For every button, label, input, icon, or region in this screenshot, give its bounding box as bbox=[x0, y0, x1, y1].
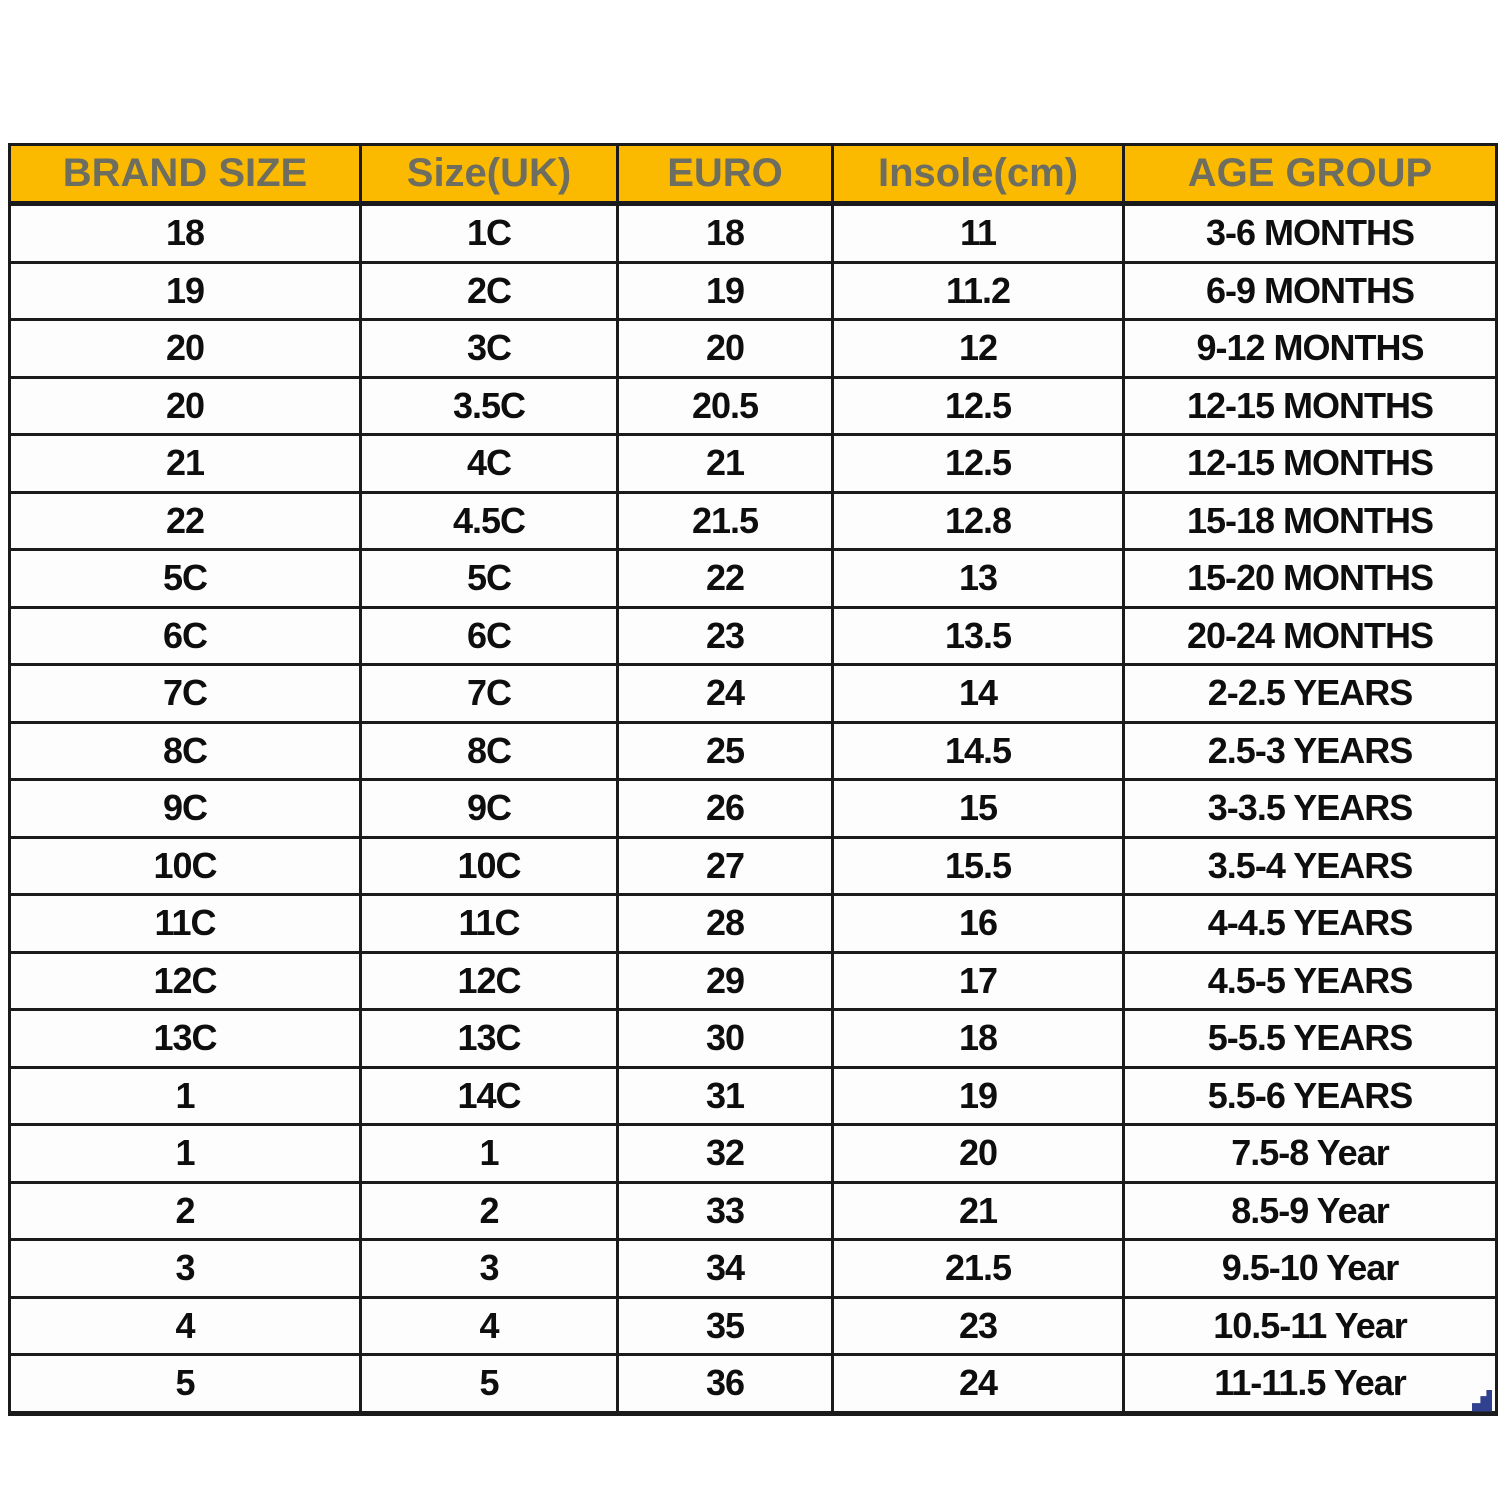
table-cell: 7C bbox=[361, 665, 618, 723]
table-cell: 12 bbox=[833, 320, 1124, 378]
table-row bbox=[10, 435, 1497, 493]
table-cell: 3.5-4 YEARS bbox=[1124, 837, 1497, 895]
table-cell: 2 bbox=[10, 1182, 361, 1240]
table-cell: 15 bbox=[833, 780, 1124, 838]
size-table-body bbox=[10, 204, 1497, 1414]
table-cell: 28 bbox=[618, 895, 833, 953]
table-cell: 13C bbox=[10, 1010, 361, 1068]
table-cell: 1 bbox=[10, 1125, 361, 1183]
table-cell: 14.5 bbox=[833, 722, 1124, 780]
table-cell: 21 bbox=[833, 1182, 1124, 1240]
table-cell: 20 bbox=[618, 320, 833, 378]
table-cell: 2.5-3 YEARS bbox=[1124, 722, 1497, 780]
table-cell: 5.5-6 YEARS bbox=[1124, 1067, 1497, 1125]
table-cell: 13 bbox=[833, 550, 1124, 608]
table-row bbox=[10, 204, 1497, 263]
table-cell: 1C bbox=[361, 204, 618, 263]
table-cell: 11C bbox=[361, 895, 618, 953]
table-cell: 7C bbox=[10, 665, 361, 723]
table-cell: 16 bbox=[833, 895, 1124, 953]
column-header-age-group: AGE GROUP bbox=[1124, 145, 1497, 204]
table-cell: 34 bbox=[618, 1240, 833, 1298]
table-cell: 11C bbox=[10, 895, 361, 953]
table-cell: 7.5-8 Year bbox=[1124, 1125, 1497, 1183]
table-cell: 14 bbox=[833, 665, 1124, 723]
table-cell: 10C bbox=[10, 837, 361, 895]
table-row bbox=[10, 665, 1497, 723]
table-cell: 4C bbox=[361, 435, 618, 493]
table-cell: 6C bbox=[10, 607, 361, 665]
table-cell: 10C bbox=[361, 837, 618, 895]
table-cell: 10.5-11 Year bbox=[1124, 1297, 1497, 1355]
table-cell: 23 bbox=[618, 607, 833, 665]
table-cell: 21.5 bbox=[618, 492, 833, 550]
table-cell: 29 bbox=[618, 952, 833, 1010]
table-cell: 3 bbox=[10, 1240, 361, 1298]
table-cell: 8C bbox=[10, 722, 361, 780]
table-cell: 12-15 MONTHS bbox=[1124, 377, 1497, 435]
table-cell: 35 bbox=[618, 1297, 833, 1355]
table-cell: 30 bbox=[618, 1010, 833, 1068]
table-cell: 20 bbox=[10, 320, 361, 378]
table-cell: 19 bbox=[10, 262, 361, 320]
table-cell: 14C bbox=[361, 1067, 618, 1125]
table-cell: 8.5-9 Year bbox=[1124, 1182, 1497, 1240]
table-row bbox=[10, 550, 1497, 608]
table-cell: 5 bbox=[10, 1355, 361, 1414]
table-cell: 5C bbox=[361, 550, 618, 608]
table-row bbox=[10, 1067, 1497, 1125]
table-row bbox=[10, 780, 1497, 838]
table-cell: 1 bbox=[10, 1067, 361, 1125]
table-cell: 4-4.5 YEARS bbox=[1124, 895, 1497, 953]
table-cell: 12-15 MONTHS bbox=[1124, 435, 1497, 493]
table-cell: 19 bbox=[833, 1067, 1124, 1125]
table-cell: 5 bbox=[361, 1355, 618, 1414]
table-cell: 15-18 MONTHS bbox=[1124, 492, 1497, 550]
table-cell: 9C bbox=[10, 780, 361, 838]
table-row bbox=[10, 607, 1497, 665]
table-cell: 19 bbox=[618, 262, 833, 320]
table-cell: 4 bbox=[361, 1297, 618, 1355]
table-header-row bbox=[10, 145, 1497, 204]
column-header-euro: EURO bbox=[618, 145, 833, 204]
table-row bbox=[10, 1182, 1497, 1240]
table-cell: 12C bbox=[10, 952, 361, 1010]
table-cell: 12.5 bbox=[833, 377, 1124, 435]
table-cell: 12C bbox=[361, 952, 618, 1010]
table-cell: 3-6 MONTHS bbox=[1124, 204, 1497, 263]
table-row bbox=[10, 262, 1497, 320]
table-row bbox=[10, 952, 1497, 1010]
table-cell: 2C bbox=[361, 262, 618, 320]
table-cell: 18 bbox=[618, 204, 833, 263]
table-cell: 27 bbox=[618, 837, 833, 895]
column-header-insole-cm: Insole(cm) bbox=[833, 145, 1124, 204]
table-row bbox=[10, 722, 1497, 780]
table-cell: 15-20 MONTHS bbox=[1124, 550, 1497, 608]
table-cell: 1 bbox=[361, 1125, 618, 1183]
table-row bbox=[10, 1297, 1497, 1355]
table-cell: 9C bbox=[361, 780, 618, 838]
table-cell: 21.5 bbox=[833, 1240, 1124, 1298]
table-cell: 6-9 MONTHS bbox=[1124, 262, 1497, 320]
table-row bbox=[10, 1010, 1497, 1068]
size-chart-table bbox=[8, 143, 1498, 1416]
table-cell: 3-3.5 YEARS bbox=[1124, 780, 1497, 838]
table-cell: 9-12 MONTHS bbox=[1124, 320, 1497, 378]
table-row bbox=[10, 492, 1497, 550]
table-cell: 6C bbox=[361, 607, 618, 665]
table-cell: 8C bbox=[361, 722, 618, 780]
table-cell: 11 bbox=[833, 204, 1124, 263]
table-cell: 3C bbox=[361, 320, 618, 378]
table-cell: 20 bbox=[10, 377, 361, 435]
table-cell: 11-11.5 Year bbox=[1124, 1355, 1497, 1414]
table-row bbox=[10, 320, 1497, 378]
table-cell: 32 bbox=[618, 1125, 833, 1183]
table-cell: 15.5 bbox=[833, 837, 1124, 895]
table-cell: 20 bbox=[833, 1125, 1124, 1183]
table-cell: 4.5-5 YEARS bbox=[1124, 952, 1497, 1010]
table-cell: 3 bbox=[361, 1240, 618, 1298]
column-header-size-uk: Size(UK) bbox=[361, 145, 618, 204]
table-cell: 4 bbox=[10, 1297, 361, 1355]
table-cell: 12.8 bbox=[833, 492, 1124, 550]
table-cell: 18 bbox=[10, 204, 361, 263]
table-row bbox=[10, 837, 1497, 895]
table-cell: 24 bbox=[618, 665, 833, 723]
table-cell: 5-5.5 YEARS bbox=[1124, 1010, 1497, 1068]
table-cell: 2 bbox=[361, 1182, 618, 1240]
table-cell: 36 bbox=[618, 1355, 833, 1414]
table-cell: 17 bbox=[833, 952, 1124, 1010]
table-row bbox=[10, 895, 1497, 953]
table-cell: 13.5 bbox=[833, 607, 1124, 665]
table-cell: 20.5 bbox=[618, 377, 833, 435]
table-cell: 3.5C bbox=[361, 377, 618, 435]
table-cell: 22 bbox=[10, 492, 361, 550]
table-row bbox=[10, 377, 1497, 435]
table-row bbox=[10, 1125, 1497, 1183]
size-chart-table-container bbox=[8, 143, 1495, 1416]
table-cell: 20-24 MONTHS bbox=[1124, 607, 1497, 665]
table-cell: 5C bbox=[10, 550, 361, 608]
table-cell: 13C bbox=[361, 1010, 618, 1068]
table-cell: 23 bbox=[833, 1297, 1124, 1355]
table-cell: 22 bbox=[618, 550, 833, 608]
table-cell: 9.5-10 Year bbox=[1124, 1240, 1497, 1298]
table-cell: 24 bbox=[833, 1355, 1124, 1414]
table-cell: 26 bbox=[618, 780, 833, 838]
column-header-brand-size: BRAND SIZE bbox=[10, 145, 361, 204]
table-cell: 21 bbox=[10, 435, 361, 493]
table-cell: 21 bbox=[618, 435, 833, 493]
table-cell: 2-2.5 YEARS bbox=[1124, 665, 1497, 723]
table-cell: 18 bbox=[833, 1010, 1124, 1068]
table-cell: 33 bbox=[618, 1182, 833, 1240]
table-cell: 31 bbox=[618, 1067, 833, 1125]
table-cell: 4.5C bbox=[361, 492, 618, 550]
table-cell: 11.2 bbox=[833, 262, 1124, 320]
table-row bbox=[10, 1355, 1497, 1414]
table-row bbox=[10, 1240, 1497, 1298]
table-cell: 25 bbox=[618, 722, 833, 780]
table-cell: 12.5 bbox=[833, 435, 1124, 493]
